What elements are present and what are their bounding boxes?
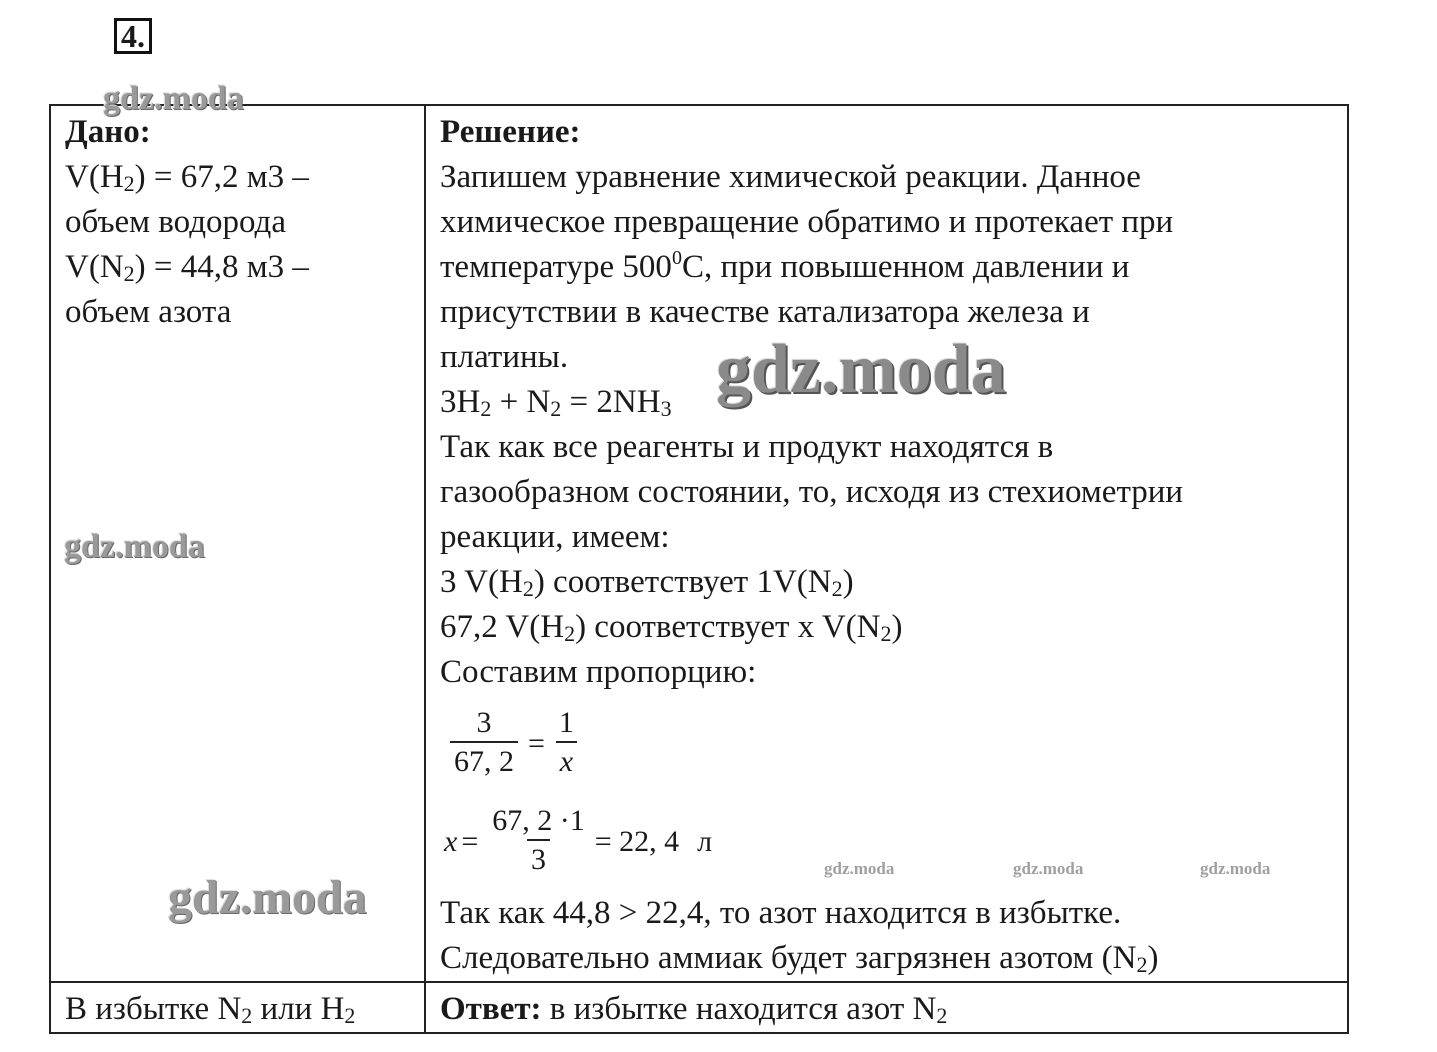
fraction-solve: $\frac{67, 2 \cdot 1}{3}$ [488, 803, 589, 879]
fraction-left: $\frac{3}{67, 2}$ [450, 705, 518, 781]
given-heading: Дано: [65, 114, 151, 150]
correspondence-line-2: 67,2 $V(H_2)$ соответствует x $V(N_2)$ [440, 609, 903, 646]
solution-text-line: платины. [440, 339, 569, 375]
question-cell: В избытке $N_2$ или $H_2$ [50, 982, 425, 1033]
answer-cell: Ответ: в избытке находится азот $N_2$ [425, 982, 1348, 1033]
solution-cell [425, 105, 1348, 982]
watermark: gdz.moda [1200, 859, 1271, 878]
solve-formula: x = $\frac{67, 2 \cdot 1}{3}$ = 22, 4 л [444, 791, 1333, 891]
proportion-formula: $\frac{3}{67, 2}$ = $\frac{1}{x}$ [444, 695, 1333, 791]
task-number: 4. [114, 18, 152, 54]
watermark: gdz.moda [824, 859, 895, 878]
watermark: gdz.moda [168, 871, 367, 924]
watermark: gdz.moda [1013, 859, 1084, 878]
reaction-equation: $3H_2 + N_2 = 2NH_3$ [440, 384, 672, 421]
solution-text-line: температуре $500^0С$, при повышенном давлении и [440, 247, 1130, 285]
solution-text-line: Запишем уравнение химической реакции. Данное [440, 159, 1141, 195]
fraction-right: $\frac{1}{x}$ [555, 705, 578, 781]
given-line-1: $V(H_2) = 67,2$ м3 – [65, 159, 309, 196]
given-line-3: $V(N_2) = 44,8$ м3 – [65, 249, 309, 286]
conclusion-line-2: Следовательно аммиак будет загрязнен азотом $(N_2)$ [440, 940, 1159, 977]
solution-text-line: химическое превращение обратимо и протекает при [440, 204, 1174, 240]
watermark: gdz.moda [716, 331, 1006, 408]
conclusion-line-1: Так как 44,8 > 22,4, то азот находится в избытке. [440, 895, 1122, 931]
solution-heading: Решение: [440, 114, 581, 150]
solution-text-line: реакции, имеем: [440, 519, 670, 555]
solution-text-line: газообразном состоянии, то, исходя из стехиометрии [440, 474, 1184, 510]
watermark: gdz.moda [103, 80, 244, 117]
answer-label: Ответ: [440, 991, 542, 1027]
given-line-4: объем азота [65, 294, 232, 330]
proportion-label: Составим пропорцию: [440, 654, 757, 690]
given-line-2: объем водорода [65, 204, 286, 240]
solution-text-line: Так как все реагенты и продукт находятся в [440, 429, 1054, 465]
correspondence-line-1: 3 $V(H_2)$ соответствует $1V(N_2)$ [440, 564, 854, 601]
watermark: gdz.moda [64, 528, 205, 565]
solution-text-line: присутствии в качестве катализатора железа и [440, 294, 1090, 330]
